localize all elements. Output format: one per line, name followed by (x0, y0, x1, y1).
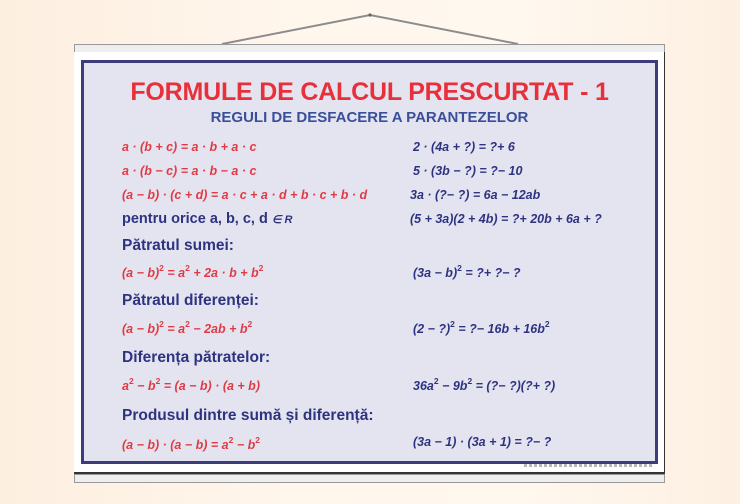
exercise-sum-difference-product: (3a − 1) · (3a + 1) = ?− ? (413, 435, 552, 449)
exercise-difference-of-squares: $36a^2 - 9b^2$ = (?− ?)(?+ ?) (413, 376, 556, 393)
exercise-square-of-sum: $(3a - b)^2$ = ?+ ?− ? (413, 263, 521, 280)
poster-panel (81, 60, 658, 464)
bottom-hanging-rod (74, 474, 665, 483)
formula-difference-of-squares: $a^2 - b^2 = (a - b) \cdot (a + b)$ (122, 376, 260, 393)
exercise-3: 3a · (?− ?) = 6a − 12ab (410, 188, 541, 202)
math-poster (74, 52, 665, 474)
rule-distributive-difference: a · (b − c) = a · b − a · c (122, 164, 257, 178)
heading-sum-difference-product: Produsul dintre sumă și diferență: (122, 407, 374, 424)
domain-note (122, 211, 292, 227)
domain-note-text: pentru orice a, b, c, d (122, 211, 268, 227)
heading-square-of-difference: Pătratul diferenței: (122, 292, 259, 309)
hook-icon (368, 13, 371, 16)
exercise-1: 2 · (4a + ?) = ?+ 6 (413, 140, 515, 154)
rule-distributive-sum: a · (b + c) = a · b + a · c (122, 140, 257, 154)
heading-difference-of-squares: Diferența pătratelor: (122, 349, 271, 366)
poster-title: FORMULE DE CALCUL PRESCURTAT - 1 (130, 78, 609, 106)
domain-note-set: ∈ R (271, 214, 293, 226)
publisher-credit-line (524, 464, 654, 467)
formula-square-of-sum: $(a - b)^2 = a^2 + 2a \cdot b + b^2$ (122, 263, 264, 280)
formula-square-of-difference: $(a - b)^2 = a^2 - 2ab + b^2$ (122, 319, 253, 336)
exercise-square-of-difference: (2 − ?)$^2$ = ?− $16b + 16b^2$ (413, 319, 550, 336)
rule-binomial-product: (a − b) · (c + d) = a · c + a · d + b · c + b · d (122, 188, 368, 202)
heading-square-of-sum: Pătratul sumei: (122, 237, 234, 254)
exercise-2: 5 · (3b − ?) = ?− 10 (413, 164, 523, 178)
exercise-4: (5 + 3a)(2 + 4b) = ?+ 20b + 6a + ? (410, 212, 602, 226)
formula-sum-difference-product: $(a - b) \cdot (a - b) = a^2 - b^2$ (122, 435, 260, 452)
poster-subtitle: REGULI DE DESFACERE A PARANTEZELOR (210, 109, 529, 126)
